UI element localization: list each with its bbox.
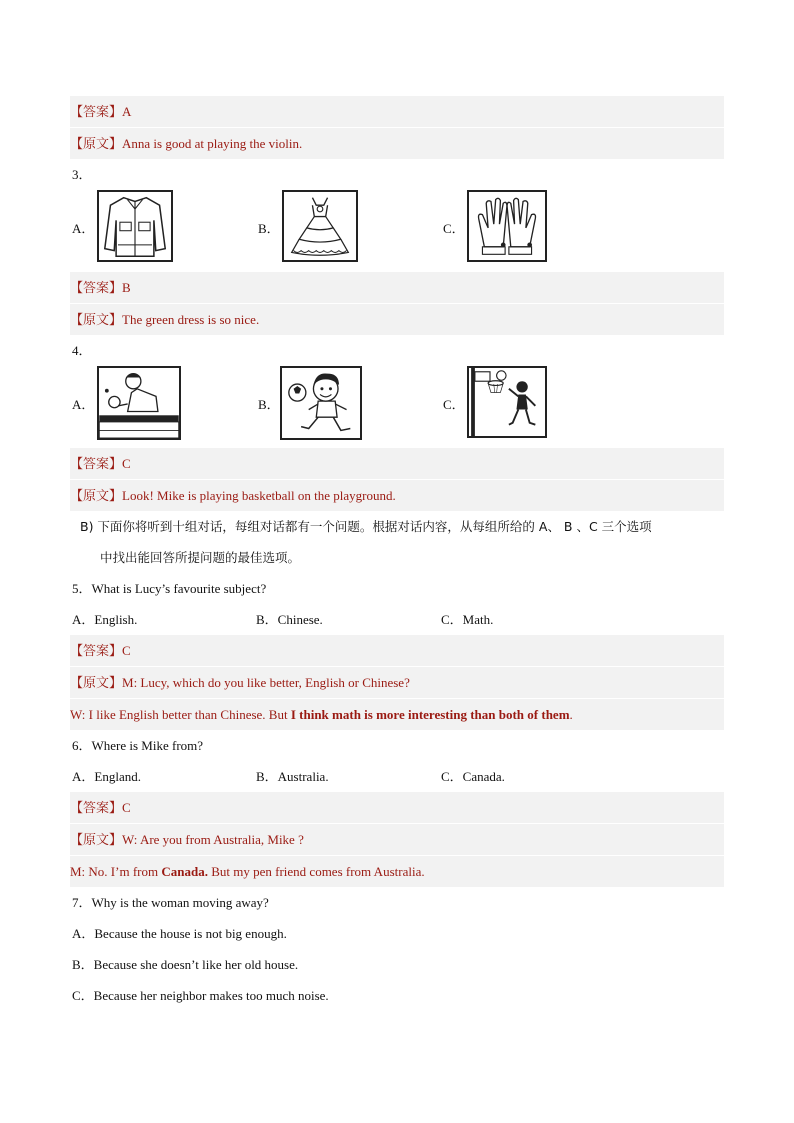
q5-script-line-2 <box>70 698 724 730</box>
basketball-player-icon <box>469 368 545 436</box>
q5-option-b[interactable]: B．Chinese. <box>256 612 323 627</box>
q7-question: 7．Why is the woman moving away? <box>72 895 269 910</box>
q5-script-1: M: Lucy, which do you like better, English or Chinese? <box>122 675 410 690</box>
q2-script-line <box>70 127 724 159</box>
section-b-instructions <box>70 511 724 573</box>
answer-tag: 【答案】 <box>70 104 123 119</box>
script-tag: 【原文】 <box>70 136 123 151</box>
q3-script-line <box>70 303 724 335</box>
jacket-picture <box>97 190 173 262</box>
q3-number: 3． <box>72 167 92 182</box>
q2-answer: A <box>122 104 132 119</box>
q6-script-2-pre: M: No. I’m from <box>70 864 162 879</box>
answer-tag: 【答案】 <box>70 280 123 295</box>
dress-icon <box>284 192 356 260</box>
q5-question: 5．What is Lucy’s favourite subject? <box>72 581 267 596</box>
q2-answer-block <box>70 96 724 159</box>
option-label: B． <box>258 221 280 236</box>
q5-answer: C <box>122 643 131 658</box>
script-tag: 【原文】 <box>70 832 123 847</box>
instruction-line-1: B) 下面你将听到十组对话，每组对话都有一个问题。根据对话内容，从每组所给的 A、 B 、C 三个选项 <box>80 519 652 534</box>
option-label: B． <box>258 397 280 412</box>
gloves-picture <box>467 190 547 262</box>
q6-options <box>70 761 724 792</box>
q6-option-b[interactable]: B．Australia. <box>256 769 329 784</box>
q6-answer-block <box>70 792 724 887</box>
q6-question: 6．Where is Mike from? <box>72 738 204 753</box>
q5-script-2-key: I think math is more interesting than both of them <box>290 707 570 722</box>
q3-script: The green dress is so nice. <box>122 312 260 327</box>
q4-answer-block <box>70 448 724 511</box>
q2-script: Anna is good at playing the violin. <box>122 136 303 151</box>
option-label: A． <box>72 221 95 236</box>
document-page <box>70 96 724 1011</box>
q3-answer-block <box>70 272 724 335</box>
q5-options <box>70 604 724 635</box>
soccer-picture <box>280 366 362 440</box>
ping-pong-picture <box>97 366 181 440</box>
q6-option-a[interactable]: A．England. <box>72 769 141 784</box>
q7-option-b[interactable]: B．Because she doesn’t like her old house. <box>72 957 299 972</box>
q4-answer-line <box>70 448 724 479</box>
soccer-boy-icon <box>282 368 360 438</box>
instruction-line-2: 中找出能回答所提问题的最佳选项。 <box>100 550 301 565</box>
answer-tag: 【答案】 <box>70 643 123 658</box>
dress-picture <box>282 190 358 262</box>
answer-tag: 【答案】 <box>70 456 123 471</box>
q4-options <box>70 366 724 444</box>
q7-option-c[interactable]: C．Because her neighbor makes too much noise. <box>72 988 329 1003</box>
script-tag: 【原文】 <box>70 675 123 690</box>
ping-pong-player-icon <box>99 368 179 438</box>
option-label: C． <box>443 397 465 412</box>
q4-script: Look! Mike is playing basketball on the playground. <box>122 488 396 503</box>
option-label: A． <box>72 397 95 412</box>
q2-answer-line <box>70 96 724 127</box>
q5-option-a[interactable]: A．English. <box>72 612 138 627</box>
script-tag: 【原文】 <box>70 488 123 503</box>
answer-tag: 【答案】 <box>70 800 123 815</box>
q6-answer: C <box>122 800 131 815</box>
q5-script-2-post: . <box>569 707 573 722</box>
q5-answer-block <box>70 635 724 730</box>
q5-script-2-pre: W: I like English better than Chinese. But <box>70 707 291 722</box>
q6-answer-line <box>70 792 724 823</box>
option-label: C． <box>443 221 465 236</box>
q5-answer-line <box>70 635 724 666</box>
q6-script-line-2 <box>70 855 724 887</box>
q6-script-line-1 <box>70 823 724 855</box>
q3-options <box>70 190 724 268</box>
q4-answer: C <box>122 456 131 471</box>
script-tag: 【原文】 <box>70 312 123 327</box>
q6-script-2-post: But my pen friend comes from Australia. <box>207 864 425 879</box>
jacket-icon <box>99 192 171 260</box>
q7-option-a[interactable]: A．Because the house is not big enough. <box>72 926 287 941</box>
q6-script-1: W: Are you from Australia, Mike ? <box>122 832 304 847</box>
q4-number: 4． <box>72 343 92 358</box>
q3-answer: B <box>122 280 131 295</box>
q4-script-line <box>70 479 724 511</box>
q5-script-line-1 <box>70 666 724 698</box>
basketball-picture <box>467 366 547 438</box>
q6-option-c[interactable]: C．Canada. <box>441 769 505 784</box>
q5-option-c[interactable]: C．Math. <box>441 612 494 627</box>
q3-answer-line <box>70 272 724 303</box>
gloves-icon <box>469 192 545 260</box>
q6-script-2-key: Canada. <box>161 864 208 879</box>
